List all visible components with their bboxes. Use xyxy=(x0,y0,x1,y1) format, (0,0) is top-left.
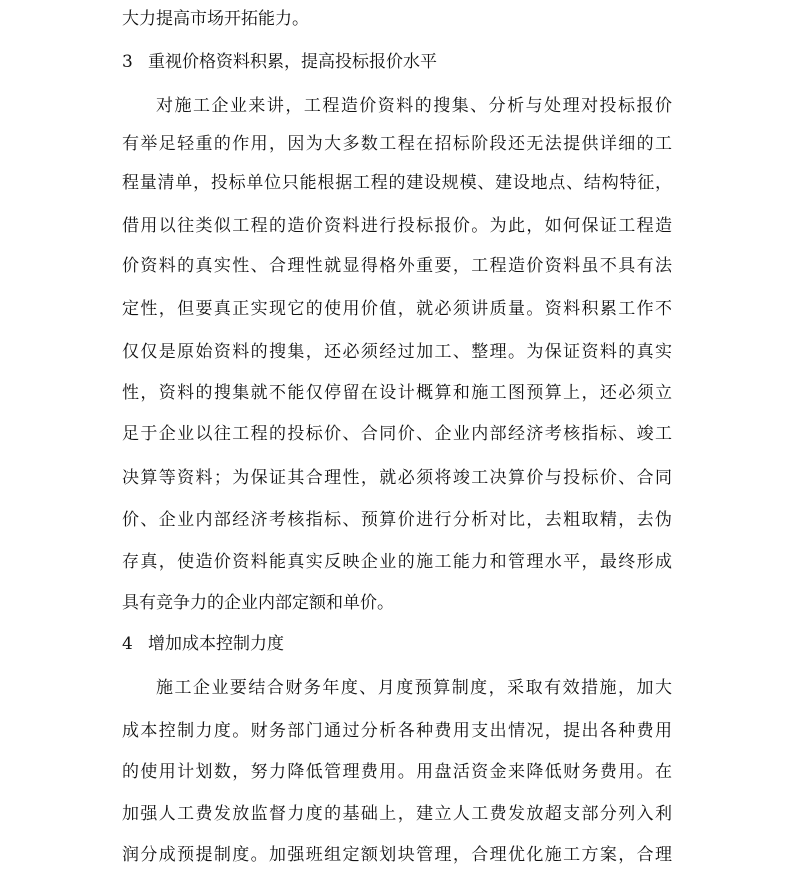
paragraph-line: 大力提高市场开拓能力。 xyxy=(122,9,309,29)
paragraph-line: 性，资料的搜集就不能仅停留在设计概算和施工图预算上，还必须立 xyxy=(122,383,672,403)
section-title: 增加成本控制力度 xyxy=(148,634,284,654)
section-number: 3 xyxy=(122,52,133,72)
paragraph-line: 决算等资料；为保证其合理性，就必须将竣工决算价与投标价、合同 xyxy=(122,468,672,488)
paragraph-line: 借用以往类似工程的造价资料进行投标报价。为此，如何保证工程造 xyxy=(122,216,672,236)
section-heading-4 xyxy=(122,629,672,659)
paragraph-line: 存真，使造价资料能真实反映企业的施工能力和管理水平，最终形成 xyxy=(122,552,672,572)
paragraph-line: 有举足轻重的作用，因为大多数工程在招标阶段还无法提供详细的工 xyxy=(122,134,672,154)
paragraph-line: 价、企业内部经济考核指标、预算价进行分析对比，去粗取精，去伪 xyxy=(122,510,672,530)
paragraph-line: 程量清单，投标单位只能根据工程的建设规模、建设地点、结构特征， xyxy=(122,173,672,193)
paragraph-line: 足于企业以往工程的投标价、合同价、企业内部经济考核指标、竣工 xyxy=(122,424,672,444)
paragraph-line: 施工企业要结合财务年度、月度预算制度，采取有效措施，加大 xyxy=(156,678,672,698)
paragraph-line: 价资料的真实性、合理性就显得格外重要，工程造价资料虽不具有法 xyxy=(122,256,672,276)
section-title: 重视价格资料积累，提高投标报价水平 xyxy=(148,52,437,72)
section-heading-3 xyxy=(122,47,672,77)
paragraph-line: 对施工企业来讲，工程造价资料的搜集、分析与处理对投标报价 xyxy=(156,96,672,116)
paragraph-line: 润分成预提制度。加强班组定额划块管理，合理优化施工方案，合理 xyxy=(122,845,672,865)
section-number: 4 xyxy=(122,634,133,654)
paragraph-line: 的使用计划数，努力降低管理费用。用盘活资金来降低财务费用。在 xyxy=(122,762,672,782)
paragraph-line: 成本控制力度。财务部门通过分析各种费用支出情况，提出各种费用 xyxy=(122,721,672,741)
paragraph-line: 仅仅是原始资料的搜集，还必须经过加工、整理。为保证资料的真实 xyxy=(122,342,672,362)
paragraph-line: 具有竞争力的企业内部定额和单价。 xyxy=(122,593,394,613)
paragraph-line: 定性，但要真正实现它的使用价值，就必须讲质量。资料积累工作不 xyxy=(122,299,672,319)
paragraph-line: 加强人工费发放监督力度的基础上，建立人工费发放超支部分列入利 xyxy=(122,804,672,824)
